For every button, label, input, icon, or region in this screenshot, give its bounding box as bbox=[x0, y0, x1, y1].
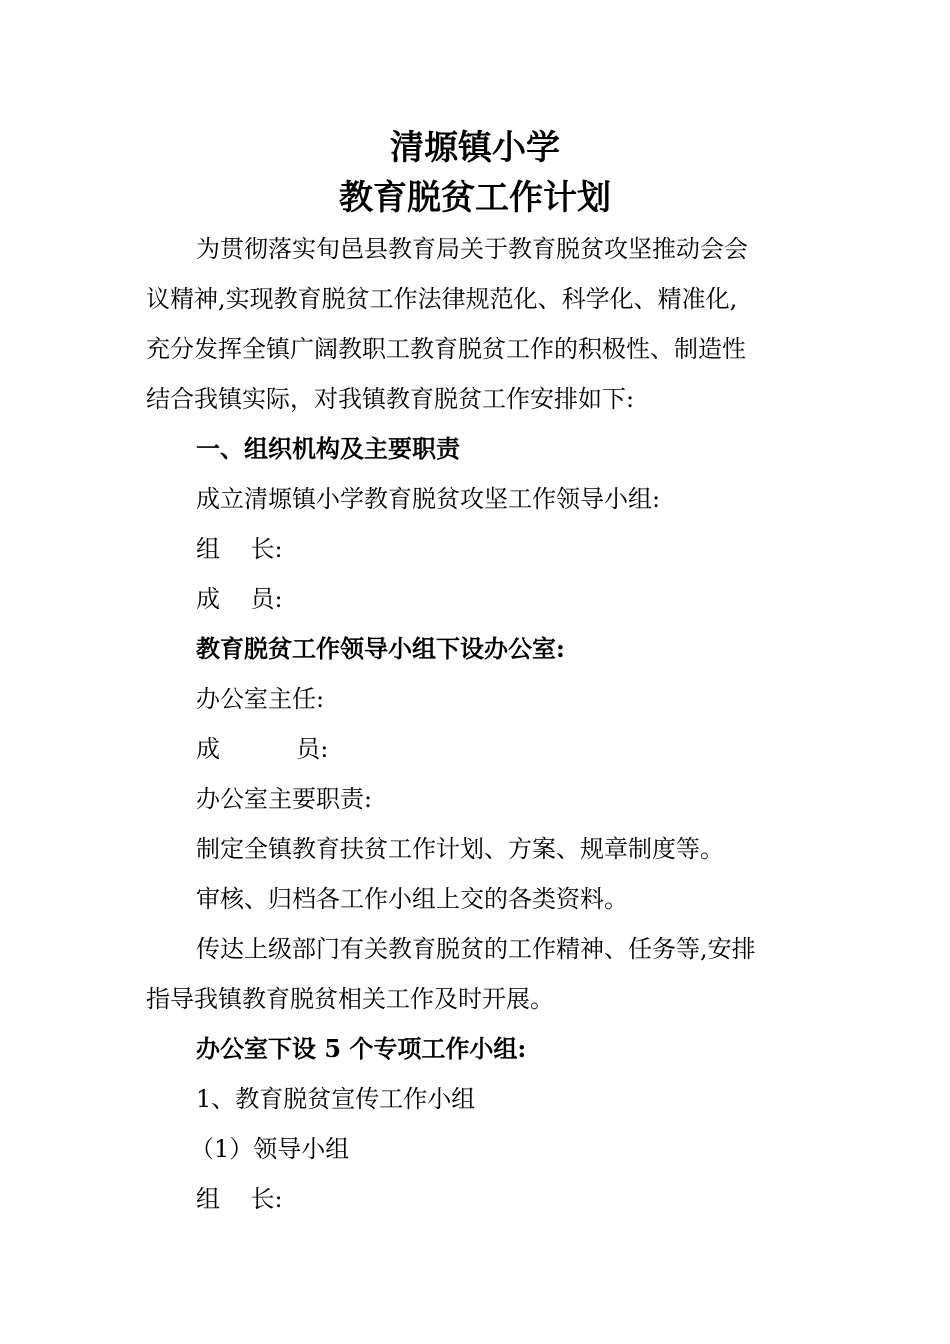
intro-line-1: 为贯彻落实旬邑县教育局关于教育脱贫攻坚推动会会 bbox=[196, 235, 748, 263]
group-intro: 成立清塬镇小学教育脱贫攻坚工作领导小组: bbox=[196, 485, 661, 513]
office-members: 成 员: bbox=[196, 735, 329, 763]
intro-line-2: 议精神,实现教育脱贫工作法律规范化、科学化、精准化, bbox=[146, 285, 738, 313]
intro-line-3: 充分发挥全镇广阔教职工教育脱贫工作的积极性、制造性 bbox=[146, 335, 746, 363]
subgroups-heading: 办公室下设 5 个专项工作小组: bbox=[196, 1034, 527, 1063]
duty-3-line-1: 传达上级部门有关教育脱贫的工作精神、任务等,安排 bbox=[196, 935, 756, 963]
section1-heading: 一、组织机构及主要职责 bbox=[196, 434, 460, 463]
duty-2: 审核、归档各工作小组上交的各类资料。 bbox=[196, 885, 628, 913]
leader-label: 组 长: bbox=[196, 535, 283, 563]
office-heading: 教育脱贫工作领导小组下设办公室: bbox=[196, 634, 565, 663]
subgroup1-sub: （1）领导小组 bbox=[190, 1135, 350, 1163]
subgroup1-title: 1、教育脱贫宣传工作小组 bbox=[196, 1085, 476, 1113]
office-duties-label: 办公室主要职责: bbox=[196, 785, 373, 813]
duty-3-line-2: 指导我镇教育脱贫相关工作及时开展。 bbox=[146, 985, 554, 1013]
intro-line-4: 结合我镇实际，对我镇教育脱贫工作安排如下: bbox=[146, 385, 635, 413]
duty-1: 制定全镇教育扶贫工作计划、方案、规章制度等。 bbox=[196, 835, 724, 863]
doc-title-line1: 清塬镇小学 bbox=[390, 128, 560, 168]
member-label: 成 员: bbox=[196, 585, 283, 613]
office-director: 办公室主任: bbox=[196, 685, 325, 713]
subgroup1-leader: 组 长: bbox=[196, 1185, 283, 1213]
doc-title-line2: 教育脱贫工作计划 bbox=[339, 178, 611, 218]
